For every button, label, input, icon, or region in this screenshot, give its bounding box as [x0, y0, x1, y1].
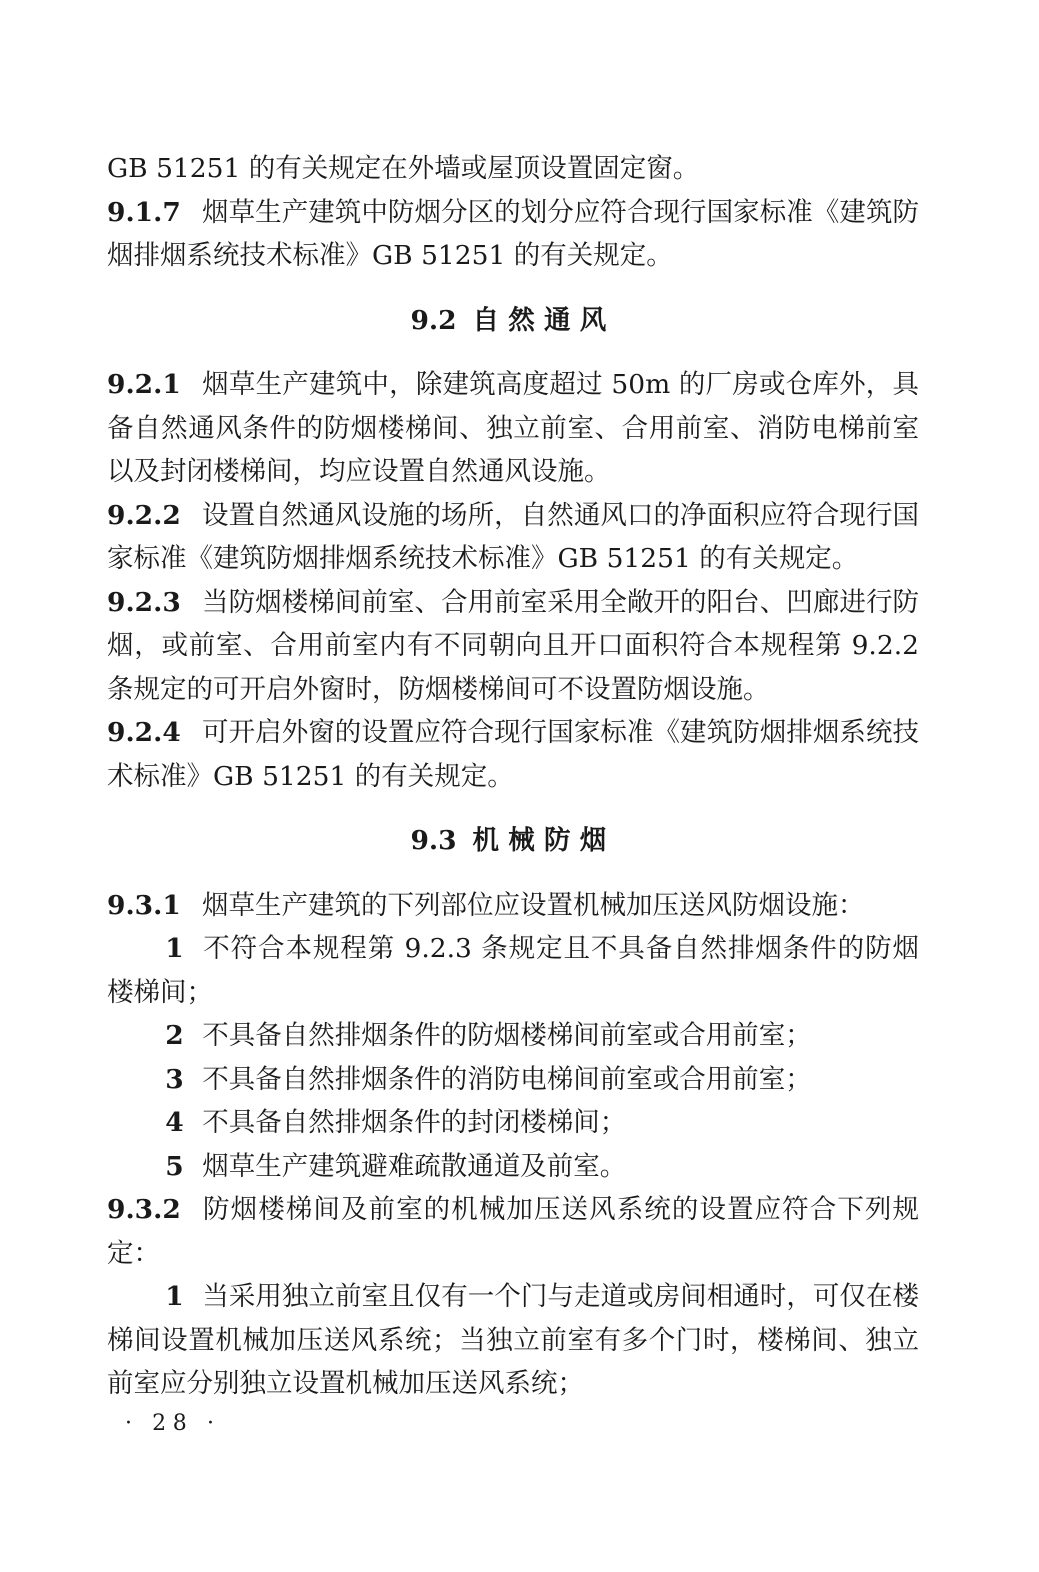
list-item [107, 1275, 919, 1406]
list-item [107, 927, 919, 1014]
item-number: 4 [165, 1107, 184, 1138]
item-text: 不具备自然排烟条件的消防电梯间前室或合用前室； [202, 1063, 812, 1095]
section-title: 机械防烟 [472, 825, 616, 856]
clause-number: 9.3.2 [107, 1194, 181, 1225]
clause-number: 9.2.2 [107, 499, 181, 531]
clause-number: 9.1.7 [107, 196, 181, 228]
clause-text: 烟草生产建筑中，除建筑高度超过 50m 的厂房或仓库外，具备自然通风条件的防烟楼梯间、独立前室、合用前室、消防电梯前室以及封闭楼梯间，均应设置自然通风设施。 [107, 369, 919, 487]
item-number: 5 [165, 1150, 184, 1182]
item-number: 1 [165, 933, 184, 964]
page-number: · 28 · [125, 1411, 221, 1436]
paragraph-text: GB 51251 的有关规定在外墙或屋顶设置固定窗。 [107, 153, 700, 184]
clause-text: 可开启外窗的设置应符合现行国家标准《建筑防烟排烟系统技术标准》GB 51251 的有关规定。 [107, 717, 919, 792]
section-number: 9.2 [410, 304, 457, 336]
section-heading-9-3 [107, 819, 919, 863]
list-item [107, 1058, 919, 1102]
section-heading-9-2 [107, 299, 919, 343]
clause-text: 当防烟楼梯间前室、合用前室采用全敞开的阳台、凹廊进行防烟，或前室、合用前室内有不同朝向且开口面积符合本规程第 9.2.2 条规定的可开启外窗时，防烟楼梯间可不设置防烟设施。 [107, 586, 919, 705]
clause-text: 防烟楼梯间及前室的机械加压送风系统的设置应符合下列规定： [107, 1194, 919, 1269]
clause-text: 设置自然通风设施的场所，自然通风口的净面积应符合现行国家标准《建筑防烟排烟系统技术标准》GB 51251 的有关规定。 [107, 499, 919, 574]
clause-9-3-1 [107, 884, 919, 928]
list-item [107, 1014, 919, 1058]
section-title: 自然通风 [472, 304, 616, 336]
clause-9-2-1 [107, 363, 919, 494]
item-text: 当采用独立前室且仅有一个门与走道或房间相通时，可仅在楼梯间设置机械加压送风系统；当独立前室有多个门时，楼梯间、独立前室应分别独立设置机械加压送风系统； [107, 1281, 919, 1399]
item-number: 1 [165, 1281, 184, 1312]
clause-number: 9.2.3 [107, 586, 181, 618]
item-text: 不具备自然排烟条件的封闭楼梯间； [202, 1107, 627, 1138]
paragraph-continuation [107, 147, 919, 191]
list-item [107, 1101, 919, 1145]
item-text: 不具备自然排烟条件的防烟楼梯间前室或合用前室； [202, 1020, 812, 1051]
item-text: 不符合本规程第 9.2.3 条规定且不具备自然排烟条件的防烟楼梯间； [107, 933, 919, 1008]
document-body [107, 147, 919, 1406]
clause-text: 烟草生产建筑中防烟分区的划分应符合现行国家标准《建筑防烟排烟系统技术标准》GB 51251 的有关规定。 [107, 196, 919, 271]
clause-number: 9.2.4 [107, 717, 181, 748]
list-item [107, 1145, 919, 1189]
clause-9-2-2 [107, 494, 919, 581]
clause-number: 9.2.1 [107, 369, 181, 400]
item-number: 2 [165, 1020, 184, 1051]
clause-text: 烟草生产建筑的下列部位应设置机械加压送风防烟设施： [201, 889, 865, 921]
clause-9-2-3 [107, 581, 919, 712]
clause-9-1-7 [107, 191, 919, 278]
item-number: 3 [165, 1063, 184, 1095]
clause-9-2-4 [107, 711, 919, 798]
item-text: 烟草生产建筑避难疏散通道及前室。 [202, 1150, 627, 1182]
clause-number: 9.3.1 [107, 889, 181, 921]
clause-9-3-2 [107, 1188, 919, 1275]
section-number: 9.3 [410, 825, 457, 856]
